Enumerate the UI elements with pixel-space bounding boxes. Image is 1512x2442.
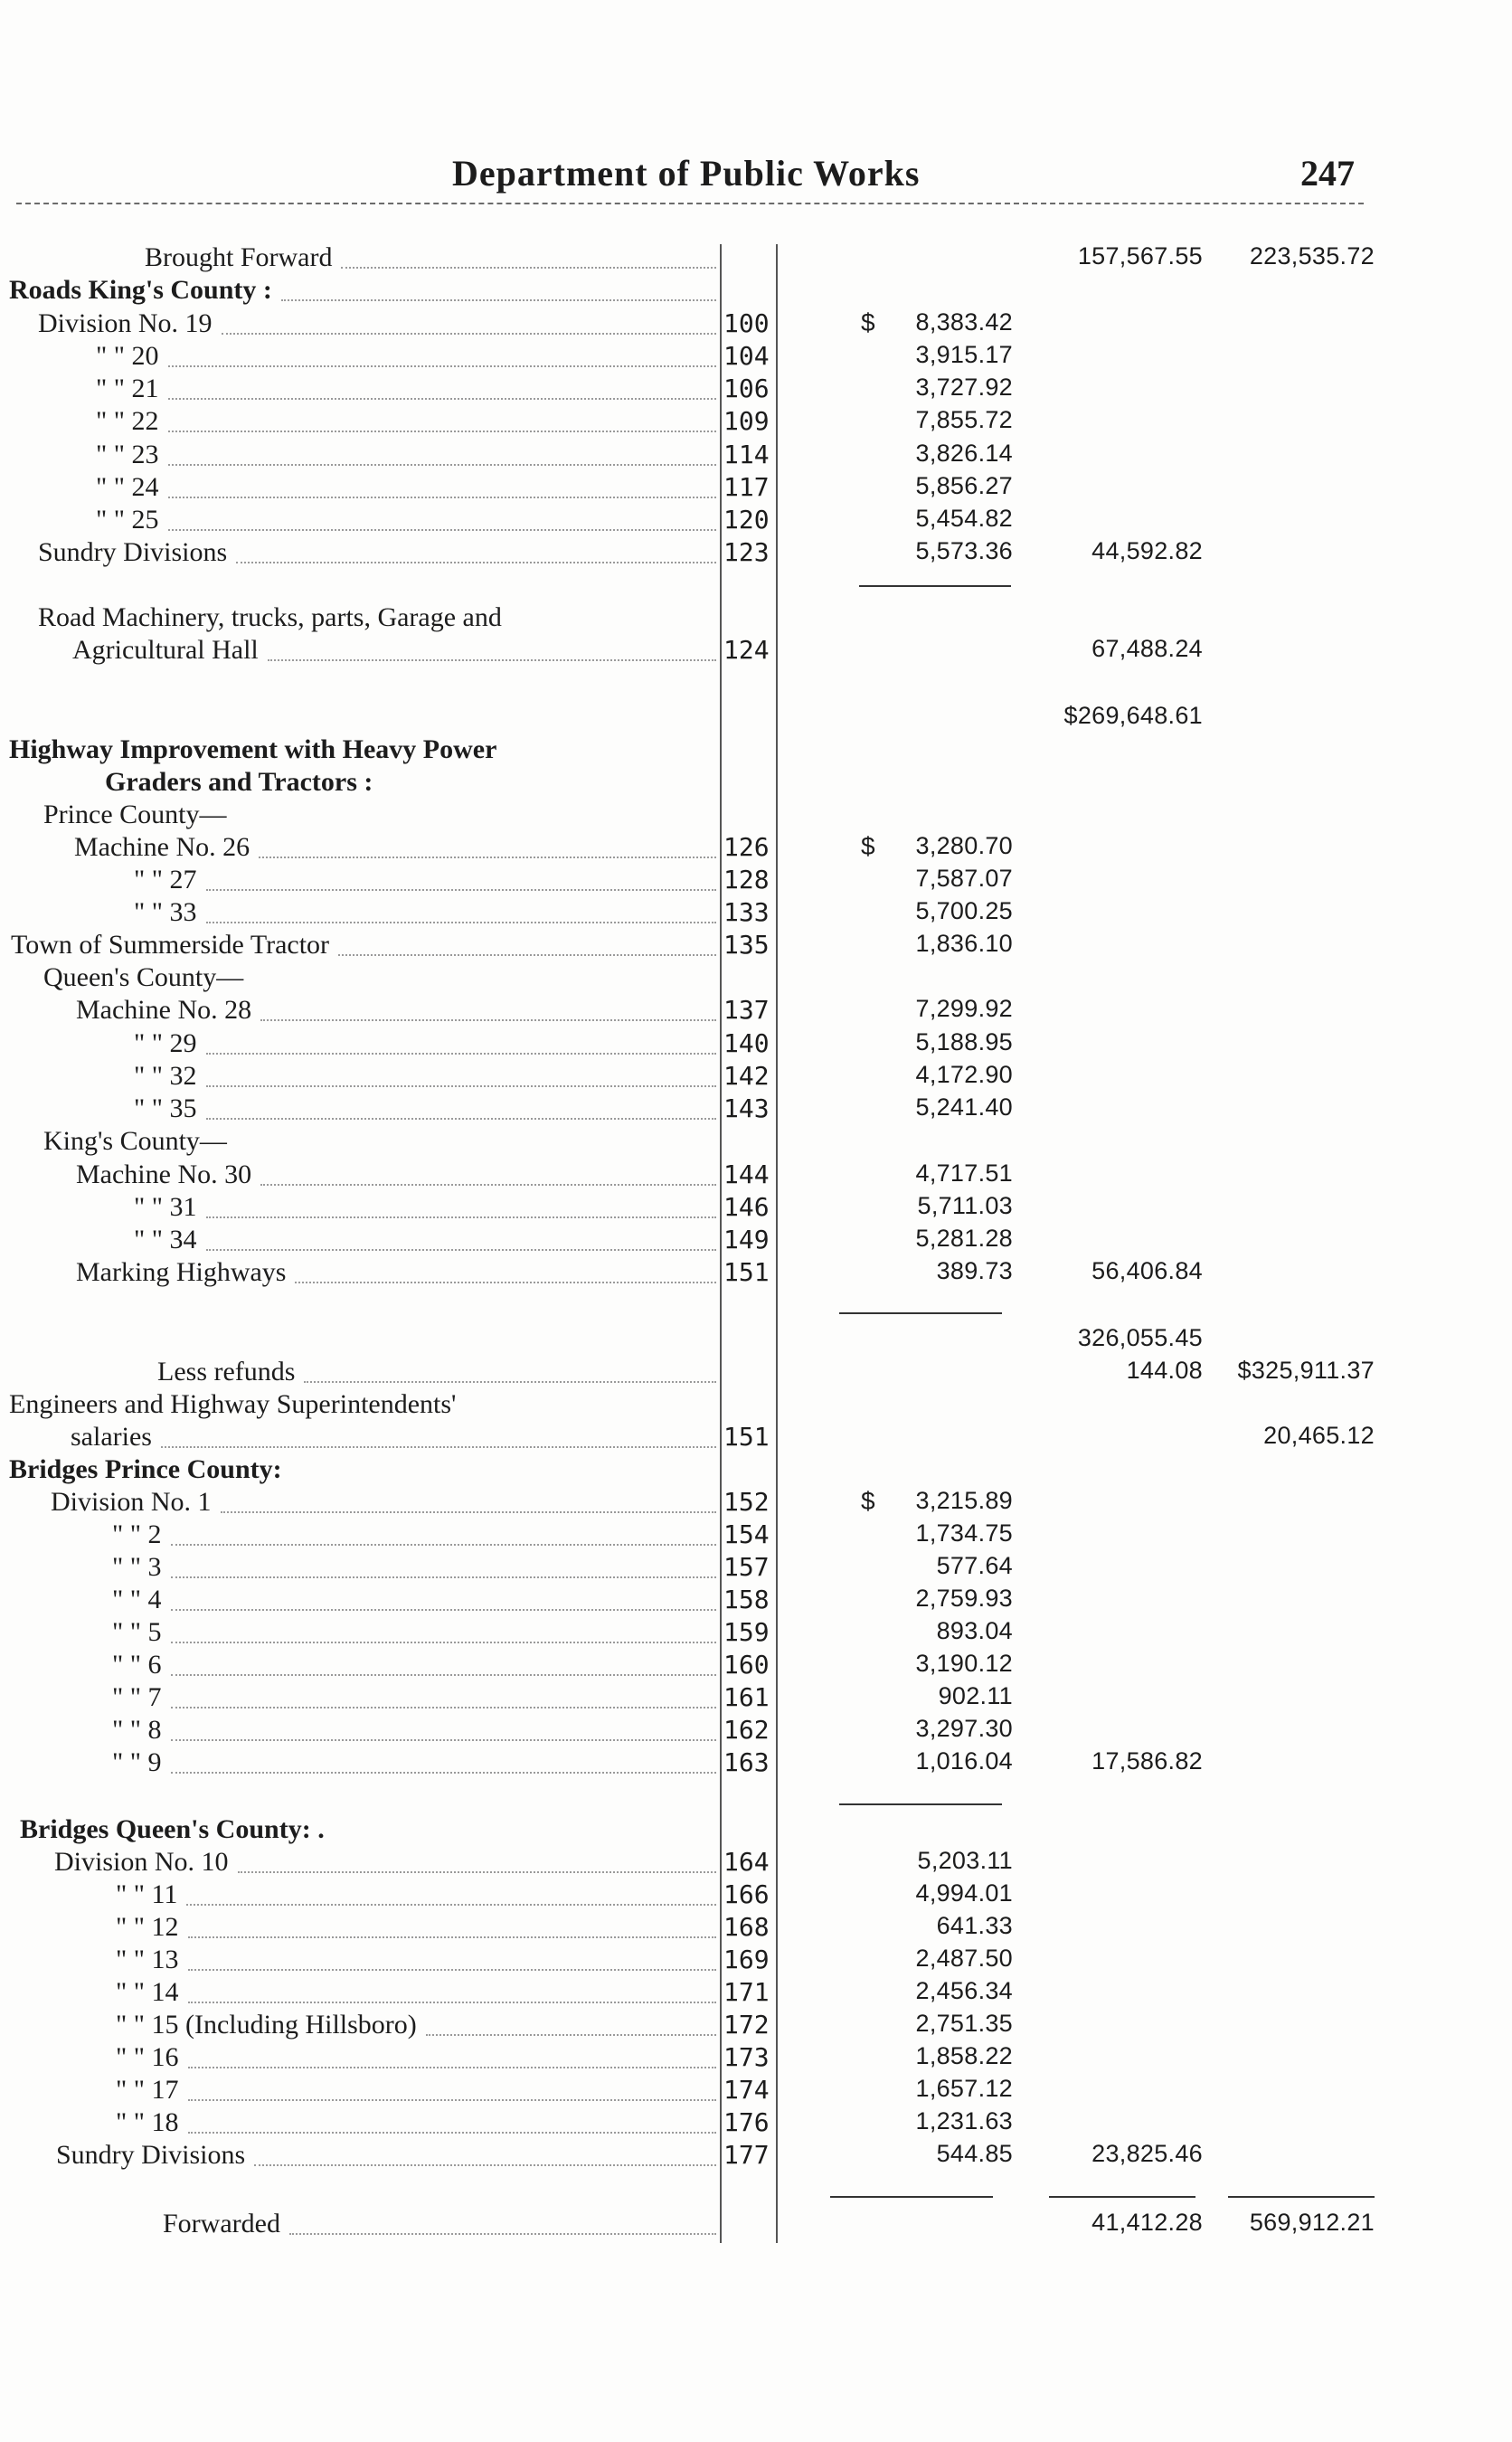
ledger-row (0, 1454, 1512, 1487)
dotted-leader (186, 1904, 716, 1906)
ledger-row (0, 1192, 1512, 1225)
subtotal-amount: 41,412.28 (1091, 2209, 1203, 2236)
ledger-row (0, 505, 1512, 537)
row-label: " " 34 (134, 1225, 197, 1254)
subtotal-rule (839, 1312, 1002, 1314)
reference-number: 143 (723, 1093, 770, 1123)
reference-number: 144 (723, 1159, 770, 1189)
ledger-row (0, 1747, 1512, 1780)
row-label: Machine No. 28 (76, 995, 252, 1025)
ledger-row (0, 242, 1512, 275)
reference-number: 161 (723, 1682, 770, 1712)
ledger-row (0, 1487, 1512, 1519)
reference-number: 154 (723, 1519, 770, 1549)
dotted-leader (168, 431, 716, 432)
detail-amount: 5,188.95 (915, 1028, 1013, 1055)
row-label: Machine No. 26 (74, 832, 250, 862)
dotted-leader (168, 497, 716, 498)
detail-amount: 1,734.75 (915, 1519, 1013, 1547)
detail-amount: 5,454.82 (915, 505, 1013, 532)
detail-amount: 5,573.36 (915, 537, 1013, 564)
ledger-row (0, 635, 1512, 667)
ledger-row (0, 1912, 1512, 1945)
dotted-leader (268, 659, 716, 661)
dotted-leader (168, 398, 716, 400)
reference-number: 126 (723, 832, 770, 862)
row-label: " " 32 (134, 1061, 197, 1091)
dotted-leader (206, 922, 716, 923)
row-label: " " 16 (116, 2042, 179, 2072)
ledger-row (0, 2042, 1512, 2075)
detail-amount: 902.11 (938, 1682, 1013, 1709)
detail-amount: 5,281.28 (915, 1225, 1013, 1252)
reference-number: 162 (723, 1715, 770, 1745)
ledger-row (0, 1814, 1512, 1847)
ledger-row (0, 1257, 1512, 1290)
ledger-row (0, 1519, 1512, 1552)
dotted-leader (171, 1772, 716, 1774)
detail-amount: 3,215.89 (915, 1487, 1013, 1514)
dotted-leader (171, 1544, 716, 1546)
dotted-leader (188, 1969, 716, 1971)
subtotal-amount: 157,567.55 (1077, 242, 1203, 270)
ledger-row (0, 1945, 1512, 1977)
ledger-row (0, 537, 1512, 570)
detail-amount: 2,759.93 (915, 1585, 1013, 1612)
reference-number: 137 (723, 995, 770, 1025)
reference-number: 173 (723, 2042, 770, 2072)
row-label: Bridges Prince County: (9, 1454, 282, 1484)
dotted-leader (254, 2164, 716, 2166)
dotted-leader (206, 1216, 716, 1218)
dotted-leader (222, 333, 716, 335)
row-label: Marking Highways (76, 1257, 287, 1287)
dotted-leader (236, 562, 716, 563)
row-label: " " 8 (112, 1715, 162, 1745)
row-label: Less refunds (157, 1357, 296, 1387)
row-label: Prince County— (43, 800, 227, 829)
ledger-row (0, 1126, 1512, 1159)
ledger-row (0, 1422, 1512, 1454)
row-label: Brought Forward (145, 242, 333, 272)
dotted-leader (188, 2067, 716, 2068)
row-label: " " 18 (116, 2107, 179, 2137)
row-label: " " 33 (134, 897, 197, 927)
row-label: " " 5 (112, 1617, 162, 1647)
dotted-leader (338, 954, 716, 956)
detail-amount: 1,836.10 (915, 930, 1013, 957)
dotted-leader (426, 2034, 716, 2036)
row-label: Sundry Divisions (38, 537, 228, 567)
ledger-row (0, 767, 1512, 800)
ledger-row (0, 1159, 1512, 1192)
detail-amount: 5,241.40 (915, 1093, 1013, 1121)
row-label: " " 29 (134, 1028, 197, 1058)
detail-amount: 577.64 (936, 1552, 1013, 1579)
row-label: salaries (71, 1422, 152, 1452)
subtotal-rule (1049, 2196, 1195, 2198)
detail-amount: 893.04 (936, 1617, 1013, 1644)
reference-number: 151 (723, 1257, 770, 1287)
ledger-row (0, 1389, 1512, 1422)
dotted-leader (206, 889, 716, 891)
dotted-leader (188, 2002, 716, 2003)
dotted-leader (171, 1642, 716, 1643)
detail-amount: 2,487.50 (915, 1945, 1013, 1972)
ledger-row (0, 1324, 1512, 1357)
row-label: Town of Summerside Tractor (11, 930, 330, 960)
dotted-leader (188, 2132, 716, 2134)
row-label: " " 20 (96, 341, 159, 371)
subtotal-amount: 67,488.24 (1091, 635, 1203, 662)
reference-number: 135 (723, 930, 770, 960)
dollar-sign: $ (861, 1487, 875, 1515)
ledger-row (0, 995, 1512, 1027)
ledger-row (0, 1225, 1512, 1257)
ledger-row (0, 1879, 1512, 1912)
detail-amount: 4,717.51 (915, 1159, 1013, 1187)
row-label: Division No. 10 (54, 1847, 229, 1877)
detail-amount: 5,203.11 (917, 1847, 1013, 1874)
ledger-row (0, 275, 1512, 308)
ledger-row (0, 1585, 1512, 1617)
reference-number: 117 (723, 472, 770, 502)
subtotal-amount: 23,825.46 (1091, 2140, 1203, 2167)
row-label: Roads King's County : (9, 275, 272, 305)
reference-number: 142 (723, 1061, 770, 1091)
page-number: 247 (1300, 153, 1355, 194)
detail-amount: 3,297.30 (915, 1715, 1013, 1742)
reference-number: 176 (723, 2107, 770, 2137)
reference-number: 133 (723, 897, 770, 927)
detail-amount: 4,994.01 (915, 1879, 1013, 1907)
detail-amount: 2,456.34 (915, 1977, 1013, 2004)
row-label: " " 13 (116, 1945, 179, 1974)
row-label: " " 24 (96, 472, 159, 502)
dotted-leader (260, 1184, 716, 1186)
reference-number: 157 (723, 1552, 770, 1582)
dotted-leader (259, 857, 716, 858)
reference-number: 152 (723, 1487, 770, 1517)
ledger-row (0, 1715, 1512, 1747)
ledger-row (0, 865, 1512, 897)
detail-amount: 1,858.22 (915, 2042, 1013, 2069)
subtotal-rule (859, 585, 1011, 587)
row-label: Graders and Tractors : (105, 767, 373, 797)
row-label: Machine No. 30 (76, 1159, 252, 1189)
subtotal-amount: 326,055.45 (1077, 1324, 1203, 1351)
ledger-row (0, 1847, 1512, 1879)
detail-amount: 5,856.27 (915, 472, 1013, 499)
row-label: " " 25 (96, 505, 159, 535)
ledger-row (0, 308, 1512, 341)
detail-amount: 5,700.25 (915, 897, 1013, 924)
detail-amount: 4,172.90 (915, 1061, 1013, 1088)
subtotal-rule (1228, 2196, 1375, 2198)
row-label: " " 7 (112, 1682, 162, 1712)
reference-number: 123 (723, 537, 770, 567)
row-label: Agricultural Hall (72, 635, 259, 665)
detail-amount: 7,855.72 (915, 406, 1013, 433)
dollar-sign: $ (861, 308, 875, 336)
dotted-leader (171, 1609, 716, 1611)
ledger-row (0, 2010, 1512, 2042)
ledger-row (0, 1977, 1512, 2010)
row-label: " " 14 (116, 1977, 179, 2007)
dotted-leader (295, 1282, 716, 1283)
subtotal-amount: $269,648.61 (1063, 702, 1203, 729)
dotted-leader (188, 1936, 716, 1938)
ledger-row (0, 1552, 1512, 1585)
ledger-row (0, 1617, 1512, 1650)
detail-amount: 544.85 (936, 2140, 1013, 2167)
reference-number: 174 (723, 2075, 770, 2105)
row-label: " " 11 (116, 1879, 178, 1909)
ledger-row (0, 472, 1512, 505)
dotted-leader (260, 1019, 716, 1021)
detail-amount: 8,383.42 (915, 308, 1013, 336)
reference-number: 114 (723, 440, 770, 469)
subtotal-amount: 144.08 (1126, 1357, 1203, 1384)
detail-amount: 641.33 (936, 1912, 1013, 1939)
row-label: " " 21 (96, 374, 159, 403)
reference-number: 160 (723, 1650, 770, 1680)
row-label: Sundry Divisions (56, 2140, 246, 2170)
dotted-leader (206, 1249, 716, 1251)
ledger-row (0, 2107, 1512, 2140)
dotted-leader (171, 1707, 716, 1708)
detail-amount: 5,711.03 (917, 1192, 1013, 1219)
row-label: Queen's County— (43, 962, 244, 992)
ledger-row (0, 962, 1512, 995)
detail-amount: 7,587.07 (915, 865, 1013, 892)
detail-amount: 3,727.92 (915, 374, 1013, 401)
reference-number: 128 (723, 865, 770, 894)
dotted-leader (171, 1739, 716, 1741)
detail-amount: 1,231.63 (915, 2107, 1013, 2134)
dotted-leader (281, 299, 716, 301)
ledger-row (0, 2140, 1512, 2172)
reference-number: 169 (723, 1945, 770, 1974)
ledger-row (0, 1682, 1512, 1715)
row-label: " " 17 (116, 2075, 179, 2105)
dotted-leader (168, 464, 716, 466)
row-label: " " 6 (112, 1650, 162, 1680)
ledger-row (0, 930, 1512, 962)
reference-number: 172 (723, 2010, 770, 2040)
reference-number: 104 (723, 341, 770, 371)
header-rule (16, 203, 1364, 204)
dotted-leader (341, 267, 716, 269)
detail-amount: 1,016.04 (915, 1747, 1013, 1775)
ledger-row (0, 1650, 1512, 1682)
detail-amount: 3,280.70 (915, 832, 1013, 859)
dotted-leader (161, 1446, 716, 1448)
row-label: " " 12 (116, 1912, 179, 1942)
reference-number: 177 (723, 2140, 770, 2170)
reference-number: 166 (723, 1879, 770, 1909)
ledger-row (0, 734, 1512, 767)
ledger-row (0, 897, 1512, 930)
detail-amount: 1,657.12 (915, 2075, 1013, 2102)
dotted-leader (289, 2233, 716, 2235)
dotted-leader (168, 529, 716, 531)
row-label: King's County— (43, 1126, 227, 1156)
reference-number: 106 (723, 374, 770, 403)
ledger-row (0, 800, 1512, 832)
dotted-leader (171, 1576, 716, 1578)
row-label: " " 9 (112, 1747, 162, 1777)
dotted-leader (168, 365, 716, 367)
total-amount: 20,465.12 (1263, 1422, 1375, 1449)
detail-amount: 3,915.17 (915, 341, 1013, 368)
total-amount: $325,911.37 (1237, 1357, 1375, 1384)
row-label: " " 15 (Including Hillsboro) (116, 2010, 417, 2040)
page-title: Department of Public Works (452, 153, 921, 194)
dollar-sign: $ (861, 832, 875, 860)
total-amount: 223,535.72 (1249, 242, 1375, 270)
ledger-row (0, 440, 1512, 472)
dotted-leader (304, 1381, 716, 1383)
ledger-row (0, 702, 1512, 734)
dotted-leader (206, 1085, 716, 1087)
row-label: Engineers and Highway Superintendents' (9, 1389, 457, 1419)
row-label: " " 31 (134, 1192, 197, 1222)
detail-amount: 3,826.14 (915, 440, 1013, 467)
subtotal-amount: 56,406.84 (1091, 1257, 1203, 1284)
reference-number: 124 (723, 635, 770, 665)
reference-number: 163 (723, 1747, 770, 1777)
reference-number: 100 (723, 308, 770, 338)
dotted-leader (206, 1053, 716, 1055)
reference-number: 146 (723, 1192, 770, 1222)
reference-number: 168 (723, 1912, 770, 1942)
reference-number: 158 (723, 1585, 770, 1614)
row-label: Division No. 1 (51, 1487, 212, 1517)
ledger-row (0, 374, 1512, 406)
ledger-row (0, 602, 1512, 635)
detail-amount: 389.73 (936, 1257, 1013, 1284)
subtotal-amount: 44,592.82 (1091, 537, 1203, 564)
subtotal-rule (839, 1803, 1002, 1805)
ledger-row (0, 2209, 1512, 2241)
reference-number: 164 (723, 1847, 770, 1877)
detail-amount: 7,299.92 (915, 995, 1013, 1022)
ledger-row (0, 1061, 1512, 1093)
ledger-row (0, 1357, 1512, 1389)
dotted-leader (188, 2099, 716, 2101)
row-label: " " 2 (112, 1519, 162, 1549)
row-label: Forwarded (163, 2209, 280, 2238)
reference-number: 109 (723, 406, 770, 436)
detail-amount: 2,751.35 (915, 2010, 1013, 2037)
row-label: Division No. 19 (38, 308, 213, 338)
ledger-row (0, 406, 1512, 439)
row-label: Road Machinery, trucks, parts, Garage and (38, 602, 502, 632)
ledger-row (0, 1093, 1512, 1126)
row-label: " " 23 (96, 440, 159, 469)
subtotal-rule (830, 2196, 993, 2198)
reference-number: 171 (723, 1977, 770, 2007)
reference-number: 120 (723, 505, 770, 535)
subtotal-amount: 17,586.82 (1091, 1747, 1203, 1775)
ledger-row (0, 341, 1512, 374)
ledger-row (0, 1028, 1512, 1061)
row-label: " " 27 (134, 865, 197, 894)
reference-number: 140 (723, 1028, 770, 1058)
reference-number: 159 (723, 1617, 770, 1647)
ledger-row (0, 832, 1512, 865)
row-label: Bridges Queen's County: . (20, 1814, 325, 1844)
row-label: " " 35 (134, 1093, 197, 1123)
dotted-leader (206, 1118, 716, 1120)
total-amount: 569,912.21 (1249, 2209, 1375, 2236)
reference-number: 151 (723, 1422, 770, 1452)
row-label: " " 3 (112, 1552, 162, 1582)
dotted-leader (171, 1674, 716, 1676)
row-label: Highway Improvement with Heavy Power (9, 734, 497, 764)
detail-amount: 3,190.12 (915, 1650, 1013, 1677)
row-label: " " 22 (96, 406, 159, 436)
row-label: " " 4 (112, 1585, 162, 1614)
ledger-row (0, 2075, 1512, 2107)
dotted-leader (238, 1871, 716, 1873)
reference-number: 149 (723, 1225, 770, 1254)
dotted-leader (221, 1511, 716, 1513)
